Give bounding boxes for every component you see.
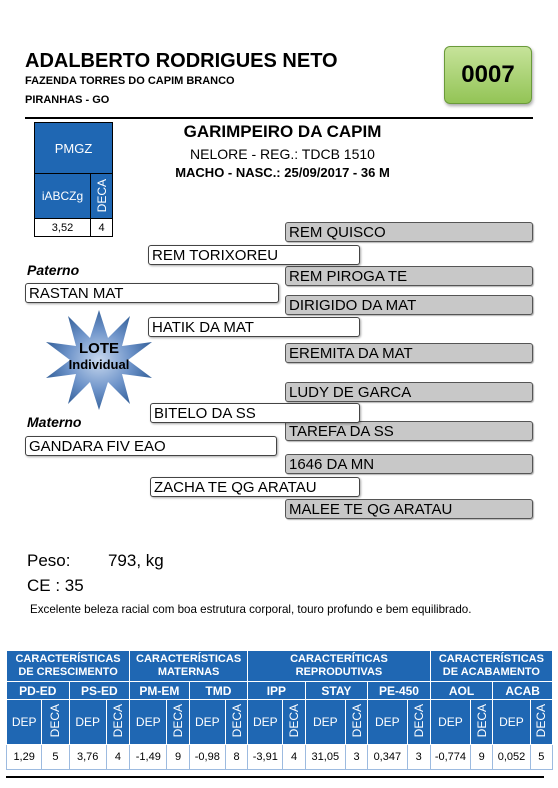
dep-header: DEP [368,700,407,745]
dep-value: 3,76 [69,745,106,770]
city-name: PIRANHAS - GO [25,94,110,106]
dep-header: DEP [248,700,283,745]
paternal-grandsire-box: REM TORIXOREU [148,245,360,265]
dep-value: -0,98 [189,745,225,770]
dep-value: 0,347 [368,745,407,770]
materno-label: Materno [27,414,82,430]
paterno-label: Paterno [27,262,80,278]
deca-header-text: DECA [48,703,63,738]
dep-value: 1,29 [7,745,42,770]
deca-header [42,700,69,745]
weight-value: 793, kg [107,551,164,570]
deca-value: 3 [345,745,367,770]
sire-box: RASTAN MAT [25,283,279,303]
deca-header-text: DECA [349,703,364,738]
deca-value: 3 [407,745,430,770]
deca-header [167,700,189,745]
dep-header: DEP [305,700,345,745]
genetic-index-box [34,122,113,237]
trait-header: PE-450 [368,682,431,700]
dep-header: DEP [493,700,530,745]
weight-label: Peso: [27,551,71,570]
maternal-granddam-box: ZACHA TE QG ARATAU [150,477,360,497]
deca-value: 5 [42,745,69,770]
deca-value: 4 [283,745,305,770]
deca-header-text: DECA [474,703,489,738]
deca-header-text: DECA [229,703,244,738]
trait-header: PM-EM [130,682,190,700]
deca-value: 9 [471,745,493,770]
lote-label [44,340,154,372]
deca-value: 8 [225,745,247,770]
weight-row [27,551,164,571]
header-divider [25,117,533,119]
deca-header [345,700,367,745]
dep-value: 0,052 [493,745,530,770]
maternal-grandsire-box: BITELO DA SS [150,403,360,423]
deca-header-text: DECA [287,703,302,738]
dep-value: 31,05 [305,745,345,770]
deca-value: 9 [167,745,189,770]
deca-header [106,700,129,745]
deca-header-text: DECA [411,703,426,738]
group-header: CARACTERÍSTICAS MATERNAS [130,651,248,682]
animal-name: GARIMPEIRO DA CAPIM [183,122,382,141]
dep-value: -3,91 [248,745,283,770]
trait-header: ACAB [493,682,553,700]
deca-value: 4 [98,221,105,234]
performance-table [6,650,553,770]
owner-name: ADALBERTO RODRIGUES NETO [25,50,338,72]
ancestor-box: MALEE TE QG ARATAU [285,499,533,519]
group-header: CARACTERÍSTICAS DE CRESCIMENTO [7,651,130,682]
deca-header-text: DECA [534,703,549,738]
ancestor-box: TAREFA DA SS [285,421,533,441]
deca-header [530,700,552,745]
trait-header: TMD [189,682,248,700]
deca-header [407,700,430,745]
pmgz-label: PMGZ [35,123,112,174]
deca-header-text: DECA [171,703,186,738]
dep-header: DEP [130,700,167,745]
iabczg-label: iABCZg [35,174,91,218]
trait-header: IPP [248,682,306,700]
animal-description: Excelente beleza racial com boa estrutura corporal, touro profundo e bem equilibrado. [30,603,472,616]
trait-header: PS-ED [69,682,130,700]
ancestor-box: REM QUISCO [285,222,533,242]
deca-label: DECA [94,179,109,213]
dam-box: GANDARA FIV EAO [25,436,277,456]
paternal-granddam-box: HATIK DA MAT [148,317,360,337]
ancestor-box: EREMITA DA MAT [285,343,533,363]
dep-header: DEP [69,700,106,745]
group-header: CARACTERÍSTICAS DE ACABAMENTO [430,651,552,682]
animal-sex-birth: MACHO - NASC.: 25/09/2017 - 36 M [175,165,390,180]
trait-header: STAY [305,682,368,700]
dep-header: DEP [7,700,42,745]
ancestor-box: LUDY DE GARCA [285,382,533,402]
iabczg-value: 3,52 [35,219,91,236]
animal-breed-registration: NELORE - REG.: TDCB 1510 [190,146,375,162]
ancestor-box: REM PIROGA TE [285,266,533,286]
lote-line1: LOTE [79,340,119,357]
farm-name: FAZENDA TORRES DO CAPIM BRANCO [25,75,235,87]
footer-divider [6,776,544,778]
lote-line2: Individual [68,357,130,372]
ce-row [27,576,84,596]
trait-header: AOL [430,682,493,700]
ancestor-box: DIRIGIDO DA MAT [285,295,533,315]
deca-header [471,700,493,745]
ancestor-box: 1646 DA MN [285,454,533,474]
dep-header: DEP [189,700,225,745]
deca-value: 4 [106,745,129,770]
deca-header-text: DECA [110,703,125,738]
ce-value: 35 [64,576,84,595]
trait-header: PD-ED [7,682,70,700]
group-header: CARACTERÍTICAS REPRODUTIVAS [248,651,431,682]
ce-label: CE : [27,576,61,595]
dep-value: -1,49 [130,745,167,770]
deca-header [283,700,305,745]
dep-value: -0,774 [430,745,470,770]
deca-value: 5 [530,745,552,770]
lot-number-badge: 0007 [444,46,532,104]
deca-header [225,700,247,745]
dep-header: DEP [430,700,470,745]
